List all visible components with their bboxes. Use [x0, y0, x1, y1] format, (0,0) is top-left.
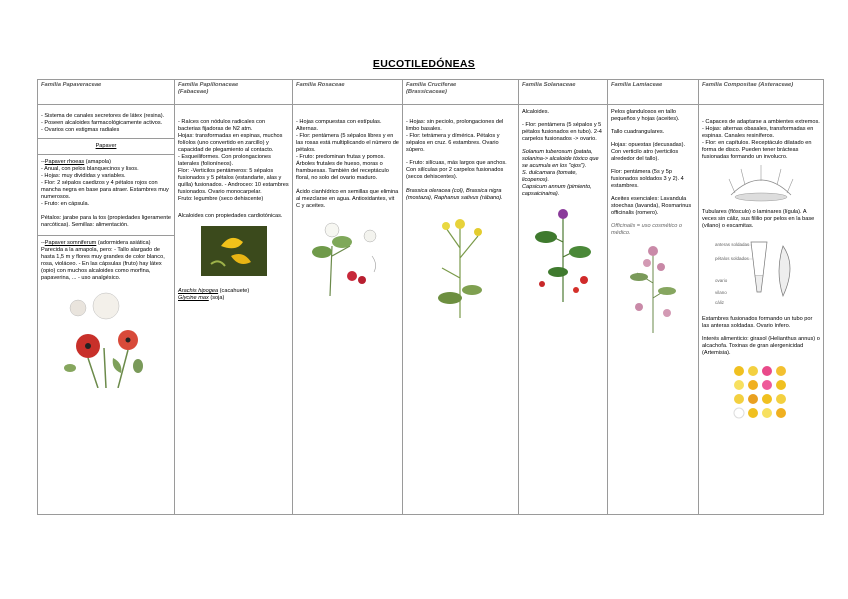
text-line: Interés alimenticio: girasol (Helianthus annus) o alcachofa. Toxinas de gran alergenicidad (Artemisia). — [702, 336, 820, 356]
header-solanaceae: Familia Solanaceae — [519, 80, 608, 105]
solanaceae-illustration — [528, 202, 598, 302]
text-line: - Ovarios con estigmas radiales — [41, 127, 120, 133]
cell-papaveraceae: - Sistema de canales secretores de látex (resina). - Poseen alcaloides farmacológicamente activos. - Ovarios con estigmas radiales Papaver --Papaver rhoeas (amapola) - Anual, con pelos blanquecinos y lisos. - Hojas: muy divididas y variables. - Flor: 2 sépalos caedizos y 4 pétalos rojos con mancha negra en base para atraer. Estambres muy numerosos. - Fruto: en cápsula. Pétalos: jarabe para la tos (propiedades ligeramente narcóticas). Semillas: alimentación. --Papaver somniferum (adormidera asiática) Parecida a la amapola, pero: - Tallo alargado de hasta 1,5 m y flores muy grandes de color blanco, rosa, violáceo. - En las cápsulas (fruto) hay látex (opio) con muchos alcaloides como morfina, papaverina, ... - uso analgésico. — [38, 105, 175, 515]
capitulum-diagram — [721, 165, 801, 205]
text-line: Fruto: legumbre (seco dehiscente) — [178, 196, 264, 202]
text-line: - Flor: 2 sépalos caedizos y 4 pétalos rojos con mancha negra en base para atraer. Estambres muy numerosos. — [41, 180, 169, 200]
rosaceae-illustration — [300, 216, 396, 296]
species-somniferum: Papaver somniferum — [44, 240, 97, 246]
text-line: - Flor: pentámera (5 sépalos y 5 pétalos fusionados en tubo). 2-4 carpelos fusionados -> ovario. — [522, 122, 602, 142]
families-table — [37, 79, 824, 515]
text-line: Pétalos: jarabe para la tos (propiedades ligeramente narcóticas). Semillas: alimentación. — [41, 215, 171, 228]
cell-papilionaceae: - Raíces con nódulos radicales con bacterias fijadoras de N2 atm. Hojas: transformadas en espinas, muchos folíolos (uno convertido en zarcillo) y capacidad de plegamiento al contacto. - Esqueiliformes. Con prolongaciones laterales (folioníneos). Flor: -Verticilos pentámeros: 5 sépalos fusionados y 5 pétalos (estandarte, alas y quilla) fusionados. - Androceo: 10 estambres fusionados. Ovario monocarpelar. Fruto: legumbre (seco dehiscente) Alcaloides con propiedades cardiotónicas. Arachis hipogea (cacahuete) Glycine max (soja) — [175, 105, 293, 515]
header-rosaceae: Familia Rosaceae — [293, 80, 403, 105]
text-line: - Flor: pentámera (5 sépalos libres y en las rosas está multiplicando el número de pétalos. — [296, 133, 399, 153]
text-line: - Hojas: muy divididas y variables. — [41, 173, 126, 179]
text-line: Tallo cuadrangulares. — [611, 129, 665, 135]
text-line: - Hojas: sin peciolo, prolongaciones del limbo basales. — [406, 119, 504, 132]
page-title: EUCOTILEDÓNEAS — [372, 58, 476, 70]
legume-flower-image — [201, 226, 267, 276]
cell-compositae — [699, 105, 824, 515]
text-line: Alcaloides con propiedades cardiotónicas. — [178, 213, 283, 219]
text-line: Pelos glandulosos en tallo pequeños y hojas (aceites). — [611, 109, 680, 122]
poppy-illustration — [58, 288, 154, 388]
text-line: Officinalis = uso cosmético o médico. — [611, 223, 683, 236]
cell-cruciferae — [403, 105, 519, 515]
text-line: - Fruto: predominan frutas y pomos. Árboles frutales de hueso, moras o frambuesas. También del receptáculo floral, no solo del ovario maduro. — [296, 154, 389, 181]
text-line: Hojas: transformadas en espinas, muchos folíolos (uno convertido en zarcillo) y capacidad de plegamiento al contacto. — [178, 133, 283, 153]
text-line: Solanum tuberosum (patata, solanina-> alcaloide tóxico que se acumula en los "ojos"). — [522, 149, 599, 169]
text-line: Estambres fusionados formando un tubo por las anteras soldadas. Ovario ínfero. — [702, 316, 813, 329]
text-line: - Poseen alcaloides farmacológicamente activos. — [41, 120, 163, 126]
text-line: - Flor: en capítulos. Receptáculo dilatado en forma de disco. Pueden tener brácteas fusionadas formando un involucro. — [702, 140, 812, 160]
diagram-label: cáliz — [715, 300, 725, 305]
text-line: - Hojas compuestas con estípulas. Alternas. — [296, 119, 382, 132]
text-line: - Esqueiliformes. Con prolongaciones laterales (folioníneos). — [178, 154, 271, 167]
header-lamiaceae: Familia Lamiaceae — [608, 80, 699, 105]
text-line: - Fruto: silícuas, más largos que anchos. Con silículas por 2 carpelos fusionados (secos dehiscentes). — [406, 160, 507, 180]
cell-lamiaceae — [608, 105, 699, 515]
text-line: S. dulcamara (tomate, licopenos). — [522, 170, 578, 183]
text-line: Capsicum annum (pimiento, capsaicinaina). — [522, 184, 592, 197]
text-line: - Raíces con nódulos radicales con bacterias fijadoras de N2 atm. — [178, 119, 266, 132]
lamiaceae-illustration — [623, 243, 683, 333]
text-line: Alcaloides. — [522, 109, 550, 115]
diagram-label: ovario — [715, 278, 728, 283]
cruciferae-illustration — [426, 208, 496, 318]
text-line: - Fruto: en cápsula. — [41, 201, 90, 207]
text-line: Parecida a la amapola, pero: - Tallo alargado de hasta 1,5 m y flores muy grandes de color blanco, rosa, violáceo. - En las cápsulas (fruto) hay látex (opio) con muchos alcaloides como morfina, papaverina, ... - uso analgésico. — [41, 247, 165, 281]
text-line: Brassica oleracea (col), Brassica nigra (mostaza), Raphanus sativus (rábano). — [406, 188, 503, 201]
text-line: Hojas: opuestas (decusadas). Con verticilo atro (verticilos alrededor del tallo). — [611, 142, 686, 162]
header-cruciferae: Familia Cruciferae (Brassicaceae) — [403, 80, 519, 105]
species-rhoeas: Papaver rhoeas — [44, 159, 85, 165]
text-line: Aceites esenciales: Lavandula stoechas (lavanda), Rosmarinus officinalis (romero). — [611, 196, 692, 216]
floret-diagram — [711, 236, 811, 312]
text-line: Flor: pentámera (5s y 5p fusionados soldados 3 y 2). 4 estambres. — [611, 169, 684, 189]
text-line: Flor: -Verticilos pentámeros: 5 sépalos fusionados y 5 pétalos (estandarte, alas y quilla) fusionados. - Androceo: 10 estambres fusionados. Ovario monocarpelar. — [178, 168, 289, 195]
text-line: - Hojas: alternas obasales, transformadas en espinas. Canales resiníferos. — [702, 126, 814, 139]
genus-label: Papaver — [95, 143, 117, 149]
diagram-label: pétalos soldados — [715, 256, 749, 261]
header-compositae: Familia Compositae (Asteraceae) — [699, 80, 824, 105]
text-line: - Sistema de canales secretores de látex (resina). — [41, 113, 165, 119]
text-line: Ácido cianhídrico en semillas que elimina al mezclarse en agua. Antioxidantes, vit C y aceites. — [296, 189, 399, 209]
cell-solanaceae — [519, 105, 608, 515]
diagram-label: vilano — [715, 290, 727, 295]
header-papaveraceae: Familia Papaveraceae — [38, 80, 175, 105]
text-line: - Flor: tetrámera y dímérica. Pétalos y sépalos en cruz. 6 estambres. Ovario súpero. — [406, 133, 500, 153]
header-papilionaceae: Familia Papilionaceae (Fabaceae) — [175, 80, 293, 105]
diagram-label: anteras soldadas — [715, 242, 750, 247]
text-line: Tubulares (flósculo) o laminares (lígula). A veces sin cáliz, sus fililio por pelos en la base (vilano) o escamitas. — [702, 209, 815, 229]
cell-rosaceae — [293, 105, 403, 515]
text-line: - Capaces de adaptarse a ambientes extremos. — [702, 119, 820, 125]
flower-heads-grid — [731, 363, 791, 423]
text-line: - Anual, con pelos blanquecinos y lisos. — [41, 166, 139, 172]
